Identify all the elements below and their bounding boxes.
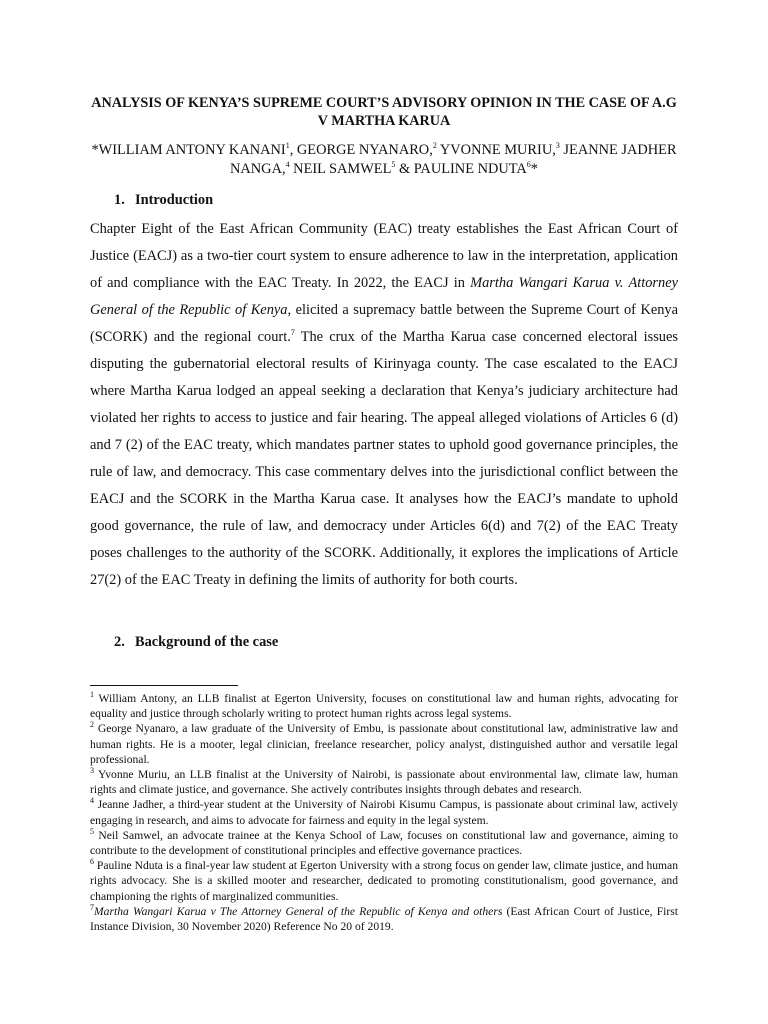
- section-number: 1.: [114, 192, 125, 208]
- author-footnote-ref[interactable]: 4: [285, 160, 290, 170]
- author-footnote-ref[interactable]: 6: [526, 160, 531, 170]
- footnote-7: $^7$Martha Wangari Karua v The Attorney General of the Republic of Kenya and others (East African Court of Justice, First Instance Division, 30 November 2020) Reference No 20 of 2019.: [90, 902, 678, 934]
- author-footnote-ref[interactable]: 1: [285, 141, 290, 151]
- footnote-ref[interactable]: 7: [290, 328, 295, 338]
- footnote-3: $^3$ Yvonne Muriu, an LLB finalist at the University of Nairobi, is passionate about environmental law, climate law, human rights and climate justice, and governance. She actively contributes insights through debates and research.: [90, 766, 678, 797]
- author-name: PAULINE NDUTA: [413, 161, 527, 177]
- section-heading-introduction: [114, 191, 213, 209]
- case-citation: Martha Wangari Karua v. Attorney General of the Republic of Kenya,: [90, 275, 678, 318]
- author-footnote-ref[interactable]: 2: [432, 141, 437, 151]
- footnote-2: $^2$ George Nyanaro, a law graduate of the University of Embu, is passionate about constitutional law, administrative law and human rights. He is a mooter, legal clinician, freelance researcher, policy analyst, distinguished author and versatile legal professional.: [90, 720, 678, 766]
- footnote-4: $^4$ Jeanne Jadher, a third-year student at the University of Nairobi Kisumu Campus, is passionate about criminal law, actively engaging in research, and aims to advocate for fairness and equity in the legal system.: [90, 796, 678, 827]
- section-number: 2.: [114, 634, 125, 650]
- section-title: Introduction: [135, 192, 214, 208]
- author-footnote-ref[interactable]: 3: [555, 141, 560, 151]
- author-footnote-ref[interactable]: 5: [391, 160, 396, 170]
- author-name: YVONNE MURIU,: [439, 142, 556, 158]
- author-name: *WILLIAM ANTONY KANANI: [91, 142, 286, 158]
- section-title: Background of the case: [135, 634, 279, 650]
- case-citation: Martha Wangari Karua v The Attorney General of the Republic of Kenya and others: [94, 904, 503, 918]
- footnote-separator: [90, 685, 238, 686]
- section-heading-background: [114, 633, 278, 651]
- footnote-1: $^1$ William Antony, an LLB finalist at Egerton University, focuses on constitutional law and human rights, advocating for equality and justice through scholarly writing to protect human rights across legal systems.: [90, 690, 678, 721]
- footnote-6: $^6$ Pauline Nduta is a final-year law student at Egerton University with a strong focus on gender law, climate justice, and human rights advocacy. She is a skilled mooter and researcher, dedicated to promoting constitutionalism, good governance, and championing the rights of marginalized communities.: [90, 857, 678, 903]
- footnotes: [90, 691, 678, 934]
- introduction-paragraph: Chapter Eight of the East African Community (EAC) treaty establishes the East African Court of Justice (EACJ) as a two-tier court system to ensure adherence to law in the interpretation, application of and compliance with the EAC Treaty. In 2022, the EACJ in Martha Wangari Karua v. Attorney General of the Republic of Kenya, elicited a supremacy battle between the Supreme Court of Kenya (SCORK) and the regional court.$^7$ The crux of the Martha Karua case concerned electoral issues disputing the gubernatorial electoral results of Kirinyaga county. The case escalated to the EACJ where Martha Karua lodged an appeal seeking a declaration that Kenya’s judiciary architecture had violated her rights to access to justice and fair hearing. The appeal alleged violations of Articles 6 (d) and 7 (2) of the EAC treaty, which mandates partner states to uphold good governance principles, the rule of law, and democracy. This case commentary delves into the jurisdictional conflict between the EACJ and the SCORK in the Martha Karua case. It analyses how the EACJ’s mandate to uphold good governance, the rule of law, and democracy under Articles 6(d) and 7(2) of the EAC Treaty poses challenges to the authority of the SCORK. Additionally, it explores the implications of Article 27(2) of the EAC Treaty in defining the limits of authority for both courts.: [90, 221, 678, 588]
- author-name: NEIL SAMWEL: [293, 161, 392, 177]
- author-list: *WILLIAM ANTONY KANANI$^1$, GEORGE NYANARO,$^2$ YVONNE MURIU,$^3$ JEANNE JADHER NANGA,$^4$ NEIL SAMWEL$^5$ & PAULINE NDUTA$^6$*: [91, 141, 677, 177]
- paper-title: ANALYSIS OF KENYA’S SUPREME COURT’S ADVISORY OPINION IN THE CASE OF A.G V MARTHA KARUA: [91, 95, 677, 129]
- author-name: GEORGE NYANARO,: [296, 142, 433, 158]
- footnote-5: $^5$ Neil Samwel, an advocate trainee at the Kenya School of Law, focuses on constitutional law and governance, aiming to contribute to the development of constitutional principles and effective governance practices.: [90, 826, 678, 858]
- author-name: JEANNE JADHER NANGA,: [230, 142, 677, 177]
